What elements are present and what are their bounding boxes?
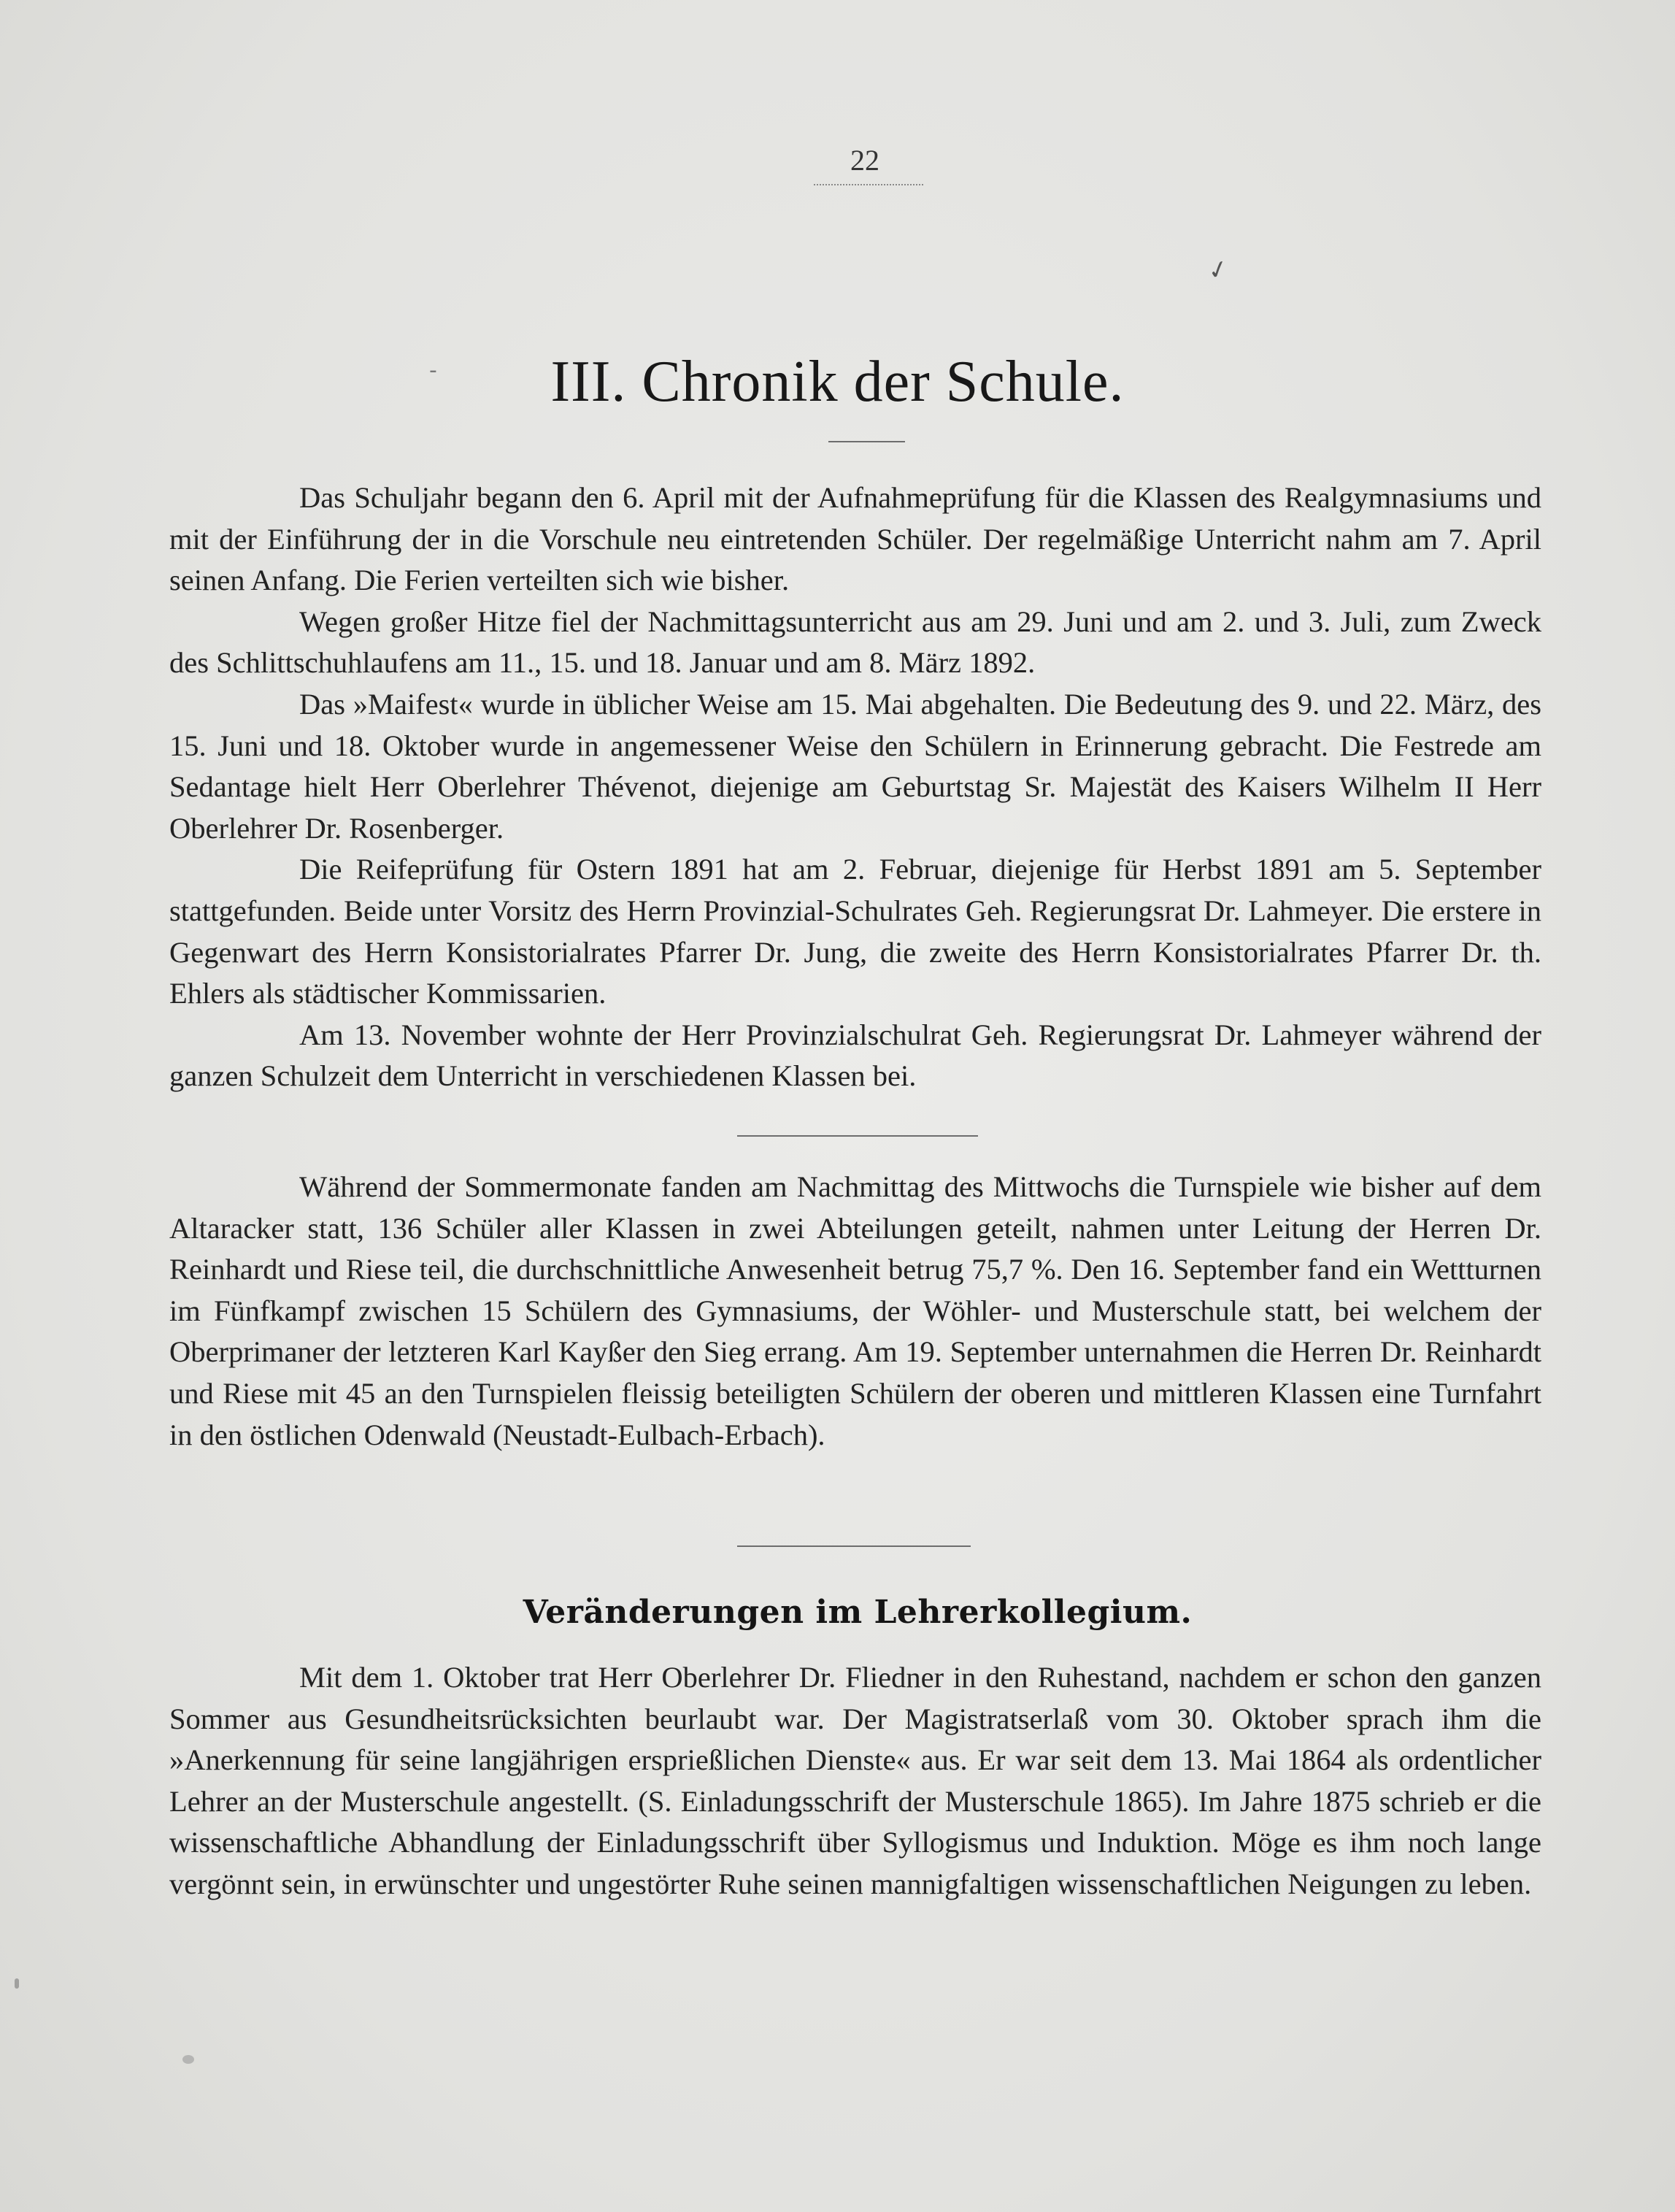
page-number: 22 — [850, 144, 879, 177]
chronicle-section — [169, 477, 1541, 1097]
stray-dash-mark-icon: - — [429, 358, 437, 383]
paragraph: Während der Sommermonate fanden am Nachmittag des Mittwochs die Turnspiele wie bisher auf dem Altaracker statt, 136 Schüler aller Klassen in zwei Abteilungen geteilt, nahmen unter Leitung der Herren Dr. Reinhardt und Riese teil, die durchschnittliche Anwesenheit betrug 75,7 %. Den 16. September fand ein Wettturnen im Fünfkampf zwischen 15 Schülern des Gymnasiums, der Wöhler- und Musterschule statt, bei welchem der Oberprimaner der letzteren Karl Kayßer den Sieg errang. Am 19. September unternahmen die Herren Dr. Reinhardt und Riese mit 45 an den Turnspielen fleissig beteiligten Schülern der oberen und mittleren Klassen eine Turnfahrt in den östlichen Odenwald (Neustadt-Eulbach-Erbach). — [169, 1170, 1541, 1451]
paragraph: Das Schuljahr begann den 6. April mit der Aufnahmeprüfung für die Klassen des Realgymnasiums und mit der Einführung der in die Vorschule neu eintretenden Schüler. Der regelmäßige Unterricht nahm am 7. April seinen Anfang. Die Ferien verteilten sich wie bisher. — [169, 481, 1541, 597]
paragraph: Die Reifeprüfung für Ostern 1891 hat am 2. Februar, diejenige für Herbst 1891 am 5. September stattgefunden. Beide unter Vorsitz des Herrn Provinzial-Schulrates Geh. Regierungsrat Dr. Lahmeyer. Die erstere in Gegenwart des Herrn Konsistorialrates Pfarrer Dr. Jung, die zweite des Herrn Konsistorialrates Pfarrer Dr. th. Ehlers als städtischer Kommissarien. — [169, 853, 1541, 1010]
edge-speck-icon — [15, 1978, 19, 1989]
paragraph: Mit dem 1. Oktober trat Herr Oberlehrer Dr. Fliedner in den Ruhestand, nachdem er schon den ganzen Sommer aus Gesundheitsrücksichten beurlaubt war. Der Magistratserlaß vom 30. Oktober sprach ihm die »Anerkennung für seine langjährigen ersprießlichen Dienste« aus. Er war seit dem 13. Mai 1864 als ordentlicher Lehrer an der Musterschule angestellt. (S. Einladungsschrift der Musterschule 1865). Im Jahre 1875 schrieb er die wissenschaftliche Abhandlung der Einladungsschrift über Syllogismus und Induktion. Möge es ihm noch lange vergönnt sein, in erwünschter und ungestörter Ruhe seinen mannigfaltigen wissenschaftlichen Neigungen zu leben. — [169, 1661, 1541, 1900]
paragraph: Wegen großer Hitze fiel der Nachmittagsunterricht aus am 29. Juni und am 2. und 3. Juli, zum Zweck des Schlittschuhlaufens am 11., 15. und 18. Januar und am 8. März 1892. — [169, 604, 1541, 680]
lehrerkollegium-section — [169, 1657, 1541, 1905]
pencil-tick-mark-icon: ✓ — [1204, 253, 1233, 288]
ink-smudge-icon — [182, 2055, 194, 2064]
page-number-underline — [814, 184, 923, 185]
section-heading: Veränderungen im Lehrerkollegium. — [523, 1594, 1193, 1631]
turnspiele-section — [169, 1167, 1541, 1456]
paragraph: Das »Maifest« wurde in üblicher Weise am 15. Mai abgehalten. Die Bedeutung des 9. und 22. März, des 15. Juni und 18. Oktober wurde in angemessener Weise den Schülern in Erinnerung gebracht. Die Festrede am Sedantage hielt Herr Oberlehrer Thévenot, diejenige am Geburtstag Sr. Majestät des Kaisers Wilhelm II Herr Oberlehrer Dr. Rosenberger. — [169, 687, 1541, 845]
section-divider — [737, 1135, 978, 1137]
paragraph: Am 13. November wohnte der Herr Provinzialschulrat Geh. Regierungsrat Dr. Lahmeyer während der ganzen Schulzeit dem Unterricht in verschiedenen Klassen bei. — [169, 1018, 1541, 1093]
section-divider — [737, 1545, 971, 1547]
title-divider — [828, 441, 905, 442]
chapter-title: III. Chronik der Schule. — [550, 350, 1125, 414]
